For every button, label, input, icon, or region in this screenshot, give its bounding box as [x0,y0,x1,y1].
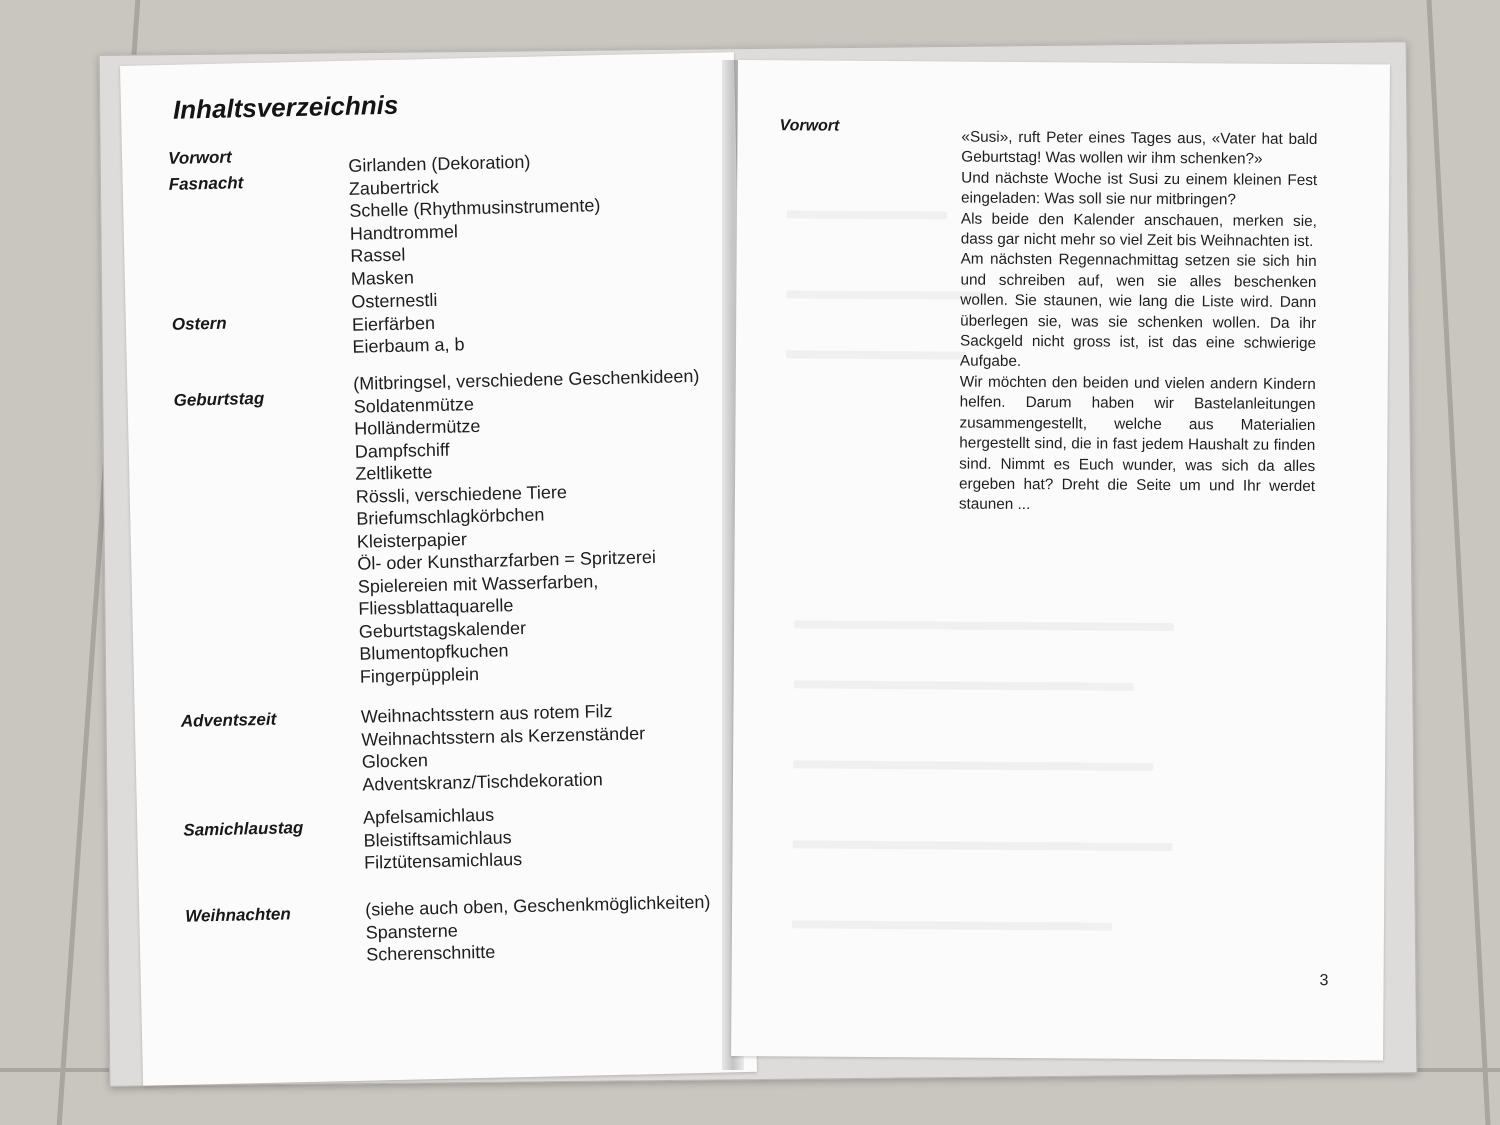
toc-item: Glocken [361,750,429,772]
toc-section-heading: Adventszeit [180,709,277,731]
toc-item: Eierfärben [351,312,436,335]
toc-item: Scherenschnitte [365,941,496,965]
toc-section-adventszeit [135,697,749,795]
show-through-shadow [793,760,1153,771]
toc-section-heading: Ostern [171,313,227,334]
toc-item: Masken [350,266,415,289]
toc-item-list [363,803,523,874]
toc-item: Weihnachtsstern aus rotem Filz [360,700,613,727]
toc-item: Bleistiftsamichlaus [363,826,512,851]
toc-item-list [365,891,712,966]
toc-item-list [351,288,465,358]
toc-item: Zaubertrick [348,176,440,199]
floor-tile-seam [1427,0,1491,1125]
toc-title: Inhaltsverzeichnis [172,89,399,125]
toc-item: (Mitbringsel, verschiedene Geschenkideen) [353,365,700,394]
show-through-shadow [792,920,1112,930]
page-number: 3 [1319,972,1329,990]
foreword-paragraph: Wir möchten den beiden und vielen andern Kindern helfen. Darum haben wir Bastelanleitungen zusammengestellt, welche aus Materialien hergestellt sind, die in fast jedem Haushalt zu finden sind. Nimmt es Euch wunder, was sich da alles ergeben hat? Dreht die Seite um und Ihr werdet staunen ... [958,373,1316,514]
toc-item: Dampfschiff [354,439,450,462]
toc-section-heading: Vorwort [167,147,232,168]
toc-section-weihnachten [139,891,753,965]
foreword-paragraph: Am nächsten Regennachmittag setzen sie sich hin und schreiben auf, wen sie alles beschenken wollen. Sie staunen, wie lang die Liste wird. Dann überlegen sie, was sie schenken wollen. Da ihr Sackgeld nicht gross ist, ist das eine schwierige Aufgabe. [959,250,1317,371]
foreword-paragraph: «Susi», ruft Peter eines Tages aus, «Vater hat bald Geburtstag! Was wollen wir ihm schenken?» [961,128,1318,169]
toc-item: Schelle (Rhythmusinstrumente) [349,195,601,221]
toc-item: Rassel [350,244,406,266]
show-through-shadow [787,210,947,219]
toc-item-list [348,149,602,290]
toc-section-heading: Geburtstag [173,388,265,410]
toc-section-samichlaustag [137,804,751,873]
toc-item: Weihnachtsstern als Kerzenständer [361,722,646,750]
toc-item: Öl- oder Kunstharzfarben = Spritzerei [357,546,657,574]
toc-item: Fingerpüpplein [359,663,480,687]
toc-item: Fliessblattaquarelle [358,595,514,619]
show-through-shadow [792,840,1172,851]
toc-section-heading: Fasnacht [168,173,244,194]
toc-item: Zeltlikette [355,462,433,484]
toc-item: (siehe auch oben, Geschenkmöglichkeiten) [364,891,711,920]
toc-section-heading: Samichlaustag [183,818,304,840]
left-page-table-of-contents [120,52,757,1086]
toc-item: Spansterne [365,920,458,943]
toc-item: Briefumschlagkörbchen [356,504,545,529]
toc-section-ostern [126,289,740,357]
show-through-shadow [794,620,1174,631]
foreword-body [959,128,1318,518]
toc-item: Blumentopfkuchen [359,640,509,664]
show-through-shadow [794,680,1134,690]
toc-item: Rössli, verschiedene Tiere [355,481,568,507]
toc-item: Soldatenmütze [353,393,475,417]
toc-item: Spielereien mit Wasserfarben, [357,570,599,597]
toc-item-list [353,365,706,688]
toc-section-geburtstag [127,365,741,687]
toc-item: Apfelsamichlaus [362,804,495,828]
toc-item: Adventskranz/Tischdekoration [362,768,603,795]
toc-item: Filztütensamichlaus [363,849,523,873]
right-page-foreword [731,60,1390,1061]
toc-item: Geburtstagskalender [358,617,527,642]
toc-item: Osternestli [351,289,438,312]
show-through-shadow [786,350,966,359]
toc-item: Holländermütze [354,415,481,439]
show-through-shadow [786,290,986,299]
toc-item: Eierbaum a, b [352,334,465,357]
toc-item: Girlanden (Dekoration) [348,151,531,176]
foreword-heading: Vorwort [779,117,840,135]
toc-section-heading: Weihnachten [185,904,291,926]
toc-item: Kleisterpapier [356,528,468,552]
foreword-paragraph: Als beide den Kalender anschauen, merken sie, dass gar nicht mehr so viel Zeit bis Weihnachten ist. [960,210,1317,251]
foreword-paragraph: Und nächste Woche ist Susi zu einem kleinen Fest eingeladen: Was soll sie nur mitbringen? [960,169,1318,209]
toc-item-list [361,699,647,795]
toc-item: Handtrommel [349,220,459,244]
